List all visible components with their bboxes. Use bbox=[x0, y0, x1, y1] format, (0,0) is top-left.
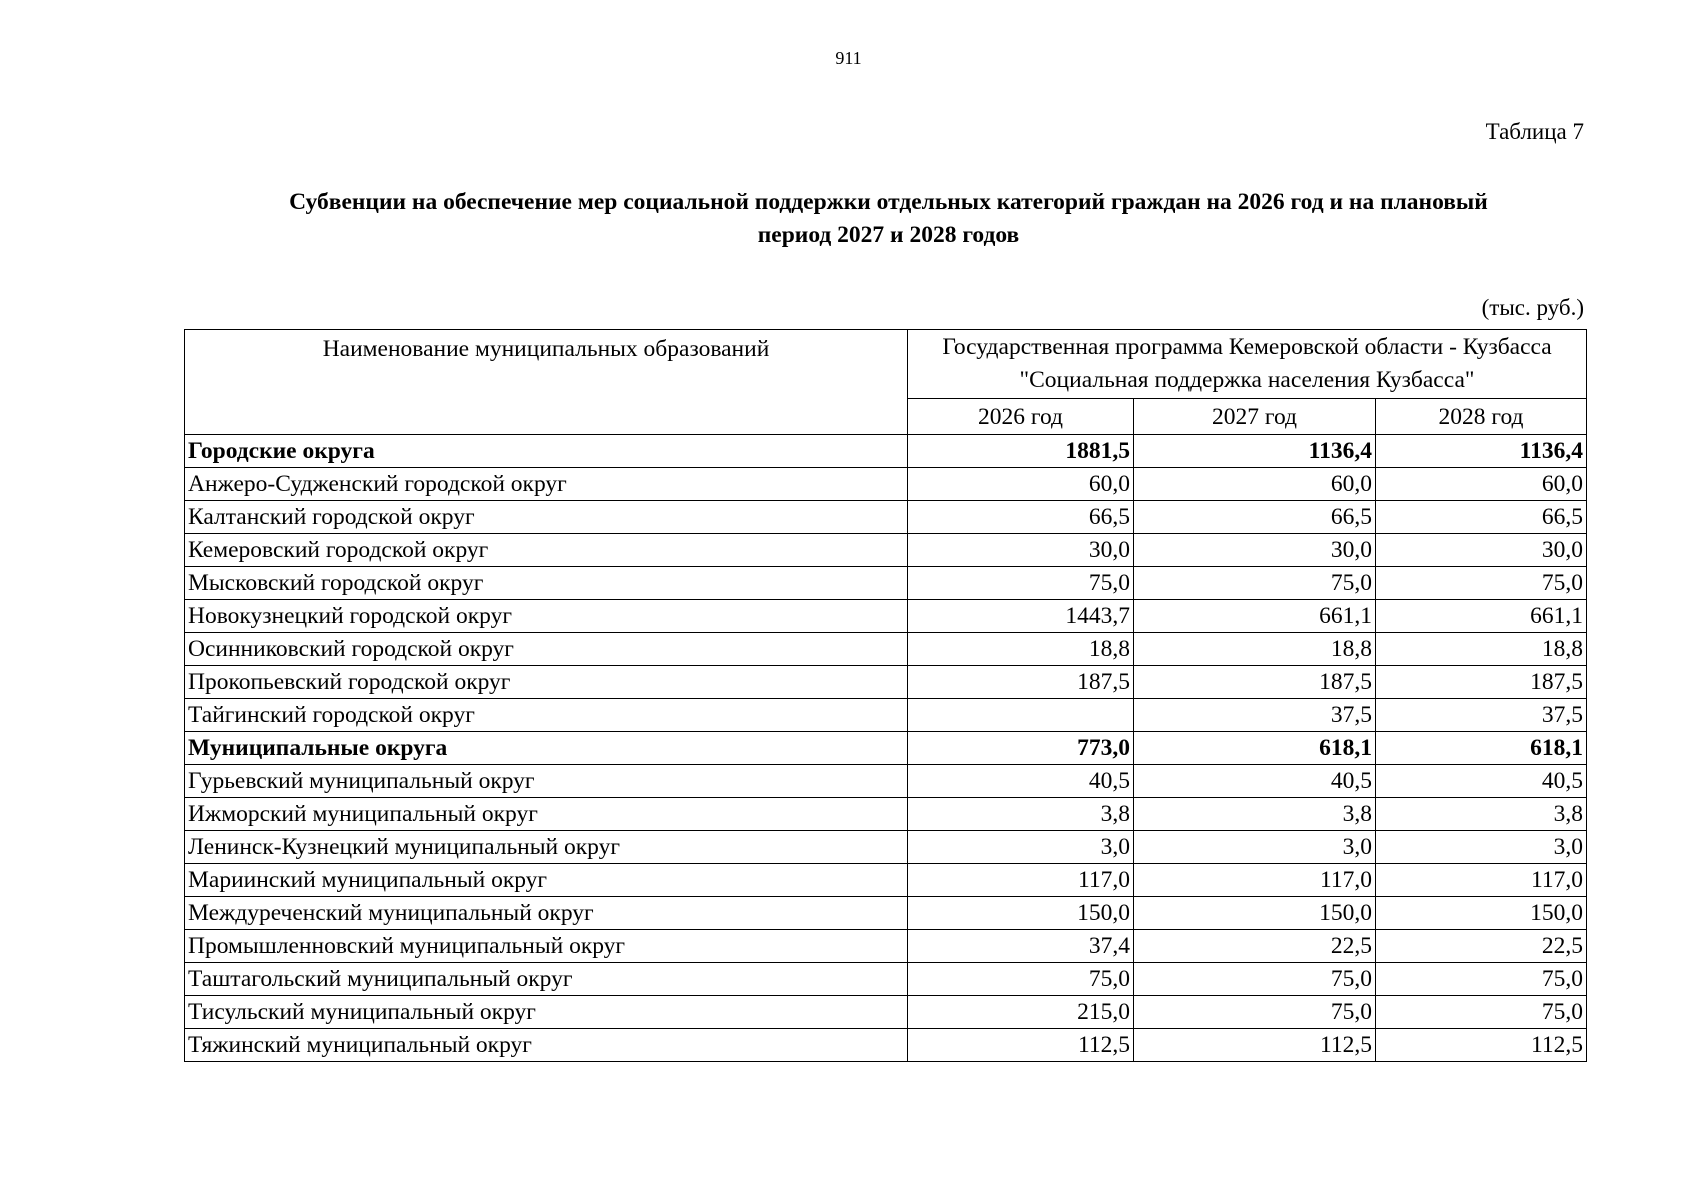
cell-name: Калтанский городской округ bbox=[185, 501, 908, 534]
title-line-2: период 2027 и 2028 годов bbox=[757, 222, 1020, 248]
cell-2028: 75,0 bbox=[1376, 963, 1587, 996]
cell-2027: 22,5 bbox=[1134, 930, 1376, 963]
cell-2028: 66,5 bbox=[1376, 501, 1587, 534]
cell-2027: 40,5 bbox=[1134, 765, 1376, 798]
header-year-2027: 2027 год bbox=[1134, 399, 1376, 435]
cell-2027: 661,1 bbox=[1134, 600, 1376, 633]
table-label: Таблица 7 bbox=[1485, 119, 1584, 144]
unit-label: (тыс. руб.) bbox=[1481, 295, 1584, 320]
page-number: 911 bbox=[835, 48, 862, 68]
cell-2026 bbox=[908, 699, 1134, 732]
table-row bbox=[185, 996, 1587, 1029]
cell-2026: 66,5 bbox=[908, 501, 1134, 534]
table-group-row bbox=[185, 435, 1587, 468]
cell-2028: 112,5 bbox=[1376, 1029, 1587, 1062]
cell-2028: 3,8 bbox=[1376, 798, 1587, 831]
cell-2027: 18,8 bbox=[1134, 633, 1376, 666]
cell-name: Городские округа bbox=[185, 435, 908, 468]
cell-2026: 112,5 bbox=[908, 1029, 1134, 1062]
header-year-2028: 2028 год bbox=[1376, 399, 1587, 435]
cell-2028: 60,0 bbox=[1376, 468, 1587, 501]
table-row bbox=[185, 501, 1587, 534]
cell-2028: 75,0 bbox=[1376, 996, 1587, 1029]
cell-name: Гурьевский муниципальный округ bbox=[185, 765, 908, 798]
cell-2026: 773,0 bbox=[908, 732, 1134, 765]
document-title bbox=[190, 186, 1587, 252]
cell-name: Муниципальные округа bbox=[185, 732, 908, 765]
cell-name: Прокопьевский городской округ bbox=[185, 666, 908, 699]
table-row bbox=[185, 534, 1587, 567]
cell-2027: 112,5 bbox=[1134, 1029, 1376, 1062]
cell-2027: 75,0 bbox=[1134, 567, 1376, 600]
cell-2027: 117,0 bbox=[1134, 864, 1376, 897]
table-row bbox=[185, 897, 1587, 930]
header-program: Государственная программа Кемеровской области - Кузбасса "Социальная поддержка населения Кузбасса" bbox=[908, 330, 1587, 399]
cell-2028: 40,5 bbox=[1376, 765, 1587, 798]
cell-name: Междуреченский муниципальный округ bbox=[185, 897, 908, 930]
table-row bbox=[185, 666, 1587, 699]
cell-name: Мысковский городской округ bbox=[185, 567, 908, 600]
title-line-1: Субвенции на обеспечение мер социальной поддержки отдельных категорий граждан на 2026 год и на плановый bbox=[289, 189, 1488, 215]
cell-name: Тисульский муниципальный округ bbox=[185, 996, 908, 1029]
table-row bbox=[185, 567, 1587, 600]
header-year-2026: 2026 год bbox=[908, 399, 1134, 435]
cell-2026: 40,5 bbox=[908, 765, 1134, 798]
cell-2026: 117,0 bbox=[908, 864, 1134, 897]
cell-2028: 30,0 bbox=[1376, 534, 1587, 567]
cell-2027: 75,0 bbox=[1134, 996, 1376, 1029]
cell-name: Тайгинский городской округ bbox=[185, 699, 908, 732]
cell-name: Ленинск-Кузнецкий муниципальный округ bbox=[185, 831, 908, 864]
table-row bbox=[185, 699, 1587, 732]
table-row bbox=[185, 963, 1587, 996]
table-row bbox=[185, 765, 1587, 798]
table-header bbox=[185, 330, 1587, 435]
cell-2028: 187,5 bbox=[1376, 666, 1587, 699]
table-row bbox=[185, 798, 1587, 831]
table-row bbox=[185, 1029, 1587, 1062]
cell-name: Мариинский муниципальный округ bbox=[185, 864, 908, 897]
cell-2026: 75,0 bbox=[908, 567, 1134, 600]
cell-2027: 66,5 bbox=[1134, 501, 1376, 534]
cell-2027: 618,1 bbox=[1134, 732, 1376, 765]
table-row bbox=[185, 600, 1587, 633]
cell-name: Осинниковский городской округ bbox=[185, 633, 908, 666]
table-row bbox=[185, 864, 1587, 897]
table-row bbox=[185, 831, 1587, 864]
cell-2028: 150,0 bbox=[1376, 897, 1587, 930]
cell-2026: 1881,5 bbox=[908, 435, 1134, 468]
cell-name: Промышленновский муниципальный округ bbox=[185, 930, 908, 963]
cell-2026: 60,0 bbox=[908, 468, 1134, 501]
table-row bbox=[185, 633, 1587, 666]
cell-2028: 22,5 bbox=[1376, 930, 1587, 963]
cell-2027: 3,0 bbox=[1134, 831, 1376, 864]
cell-2026: 150,0 bbox=[908, 897, 1134, 930]
cell-name: Кемеровский городской округ bbox=[185, 534, 908, 567]
cell-2026: 75,0 bbox=[908, 963, 1134, 996]
cell-2028: 661,1 bbox=[1376, 600, 1587, 633]
cell-2026: 37,4 bbox=[908, 930, 1134, 963]
cell-2027: 3,8 bbox=[1134, 798, 1376, 831]
cell-2028: 1136,4 bbox=[1376, 435, 1587, 468]
cell-2026: 3,8 bbox=[908, 798, 1134, 831]
cell-2028: 618,1 bbox=[1376, 732, 1587, 765]
cell-2027: 1136,4 bbox=[1134, 435, 1376, 468]
cell-2026: 30,0 bbox=[908, 534, 1134, 567]
cell-2028: 18,8 bbox=[1376, 633, 1587, 666]
cell-2026: 18,8 bbox=[908, 633, 1134, 666]
table-row bbox=[185, 468, 1587, 501]
cell-2027: 37,5 bbox=[1134, 699, 1376, 732]
cell-name: Тяжинский муниципальный округ bbox=[185, 1029, 908, 1062]
cell-name: Новокузнецкий городской округ bbox=[185, 600, 908, 633]
cell-2027: 187,5 bbox=[1134, 666, 1376, 699]
header-name-column: Наименование муниципальных образований bbox=[185, 330, 908, 435]
cell-name: Анжеро-Судженский городской округ bbox=[185, 468, 908, 501]
cell-2027: 75,0 bbox=[1134, 963, 1376, 996]
cell-name: Ижморский муниципальный округ bbox=[185, 798, 908, 831]
cell-2026: 187,5 bbox=[908, 666, 1134, 699]
table-row bbox=[185, 930, 1587, 963]
cell-2028: 75,0 bbox=[1376, 567, 1587, 600]
cell-2028: 117,0 bbox=[1376, 864, 1587, 897]
cell-2026: 3,0 bbox=[908, 831, 1134, 864]
cell-2027: 60,0 bbox=[1134, 468, 1376, 501]
cell-2027: 30,0 bbox=[1134, 534, 1376, 567]
table-body bbox=[185, 435, 1587, 1062]
cell-name: Таштагольский муниципальный округ bbox=[185, 963, 908, 996]
cell-2027: 150,0 bbox=[1134, 897, 1376, 930]
cell-2028: 37,5 bbox=[1376, 699, 1587, 732]
subsidies-table bbox=[184, 329, 1587, 1062]
cell-2028: 3,0 bbox=[1376, 831, 1587, 864]
table-group-row bbox=[185, 732, 1587, 765]
cell-2026: 1443,7 bbox=[908, 600, 1134, 633]
cell-2026: 215,0 bbox=[908, 996, 1134, 1029]
